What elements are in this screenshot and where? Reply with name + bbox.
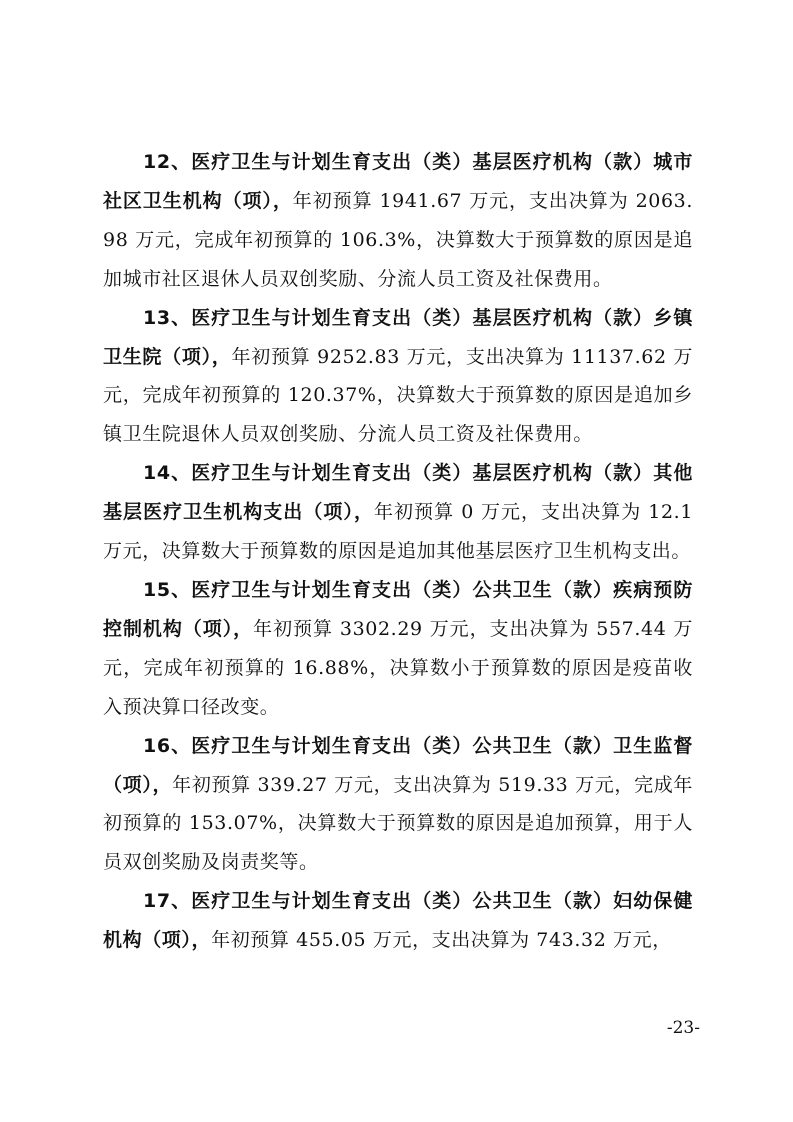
paragraph-item-15 bbox=[103, 571, 693, 727]
document-body bbox=[103, 143, 693, 960]
paragraph-heading: 15、医疗卫生与计划生育支出（类）公共卫生（款）疾病预防控制机构（项）， bbox=[103, 578, 693, 640]
paragraph-text: 年初预算 9252.83 万元，支出决算为 11137.62 万元，完成年初预算的 120.37%，决算数大于预算数的原因是追加乡镇卫生院退休人员双创奖励、分流人员工资及社保费用。 bbox=[103, 345, 693, 446]
paragraph-text: 年初预算 455.05 万元，支出决算为 743.32 万元， bbox=[211, 929, 672, 952]
paragraph-item-16 bbox=[103, 727, 693, 883]
paragraph-heading: 13、医疗卫生与计划生育支出（类）基层医疗机构（款）乡镇卫生院（项）， bbox=[103, 306, 693, 368]
paragraph-heading: 12、医疗卫生与计划生育支出（类）基层医疗机构（款）城市社区卫生机构（项）， bbox=[103, 151, 693, 212]
paragraph-heading: 17、医疗卫生与计划生育支出（类）公共卫生（款）妇幼保健机构（项）， bbox=[103, 890, 693, 952]
paragraph-item-14 bbox=[103, 454, 693, 571]
page-number: -23- bbox=[666, 1018, 700, 1038]
paragraph-item-12 bbox=[103, 143, 693, 299]
paragraph-text: 年初预算 1941.67 万元，支出决算为 2063.98 万元，完成年初预算的 106.3%，决算数大于预算数的原因是追加城市社区退休人员双创奖励、分流人员工资及社保费用。 bbox=[103, 189, 693, 290]
paragraph-text: 年初预算 0 万元，支出决算为 12.1 万元，决算数大于预算数的原因是追加其他基层医疗卫生机构支出。 bbox=[103, 501, 694, 563]
paragraph-heading: 14、医疗卫生与计划生育支出（类）基层医疗机构（款）其他基层医疗卫生机构支出（项）， bbox=[103, 462, 693, 524]
paragraph-item-17 bbox=[103, 882, 693, 960]
paragraph-text: 年初预算 339.27 万元，支出决算为 519.33 万元，完成年初预算的 153.07%，决算数大于预算数的原因是追加预算，用于人员双创奖励及岗责奖等。 bbox=[103, 773, 693, 874]
paragraph-item-13 bbox=[103, 299, 693, 455]
paragraph-text: 年初预算 3302.29 万元，支出决算为 557.44 万元，完成年初预算的 16.88%，决算数小于预算数的原因是疫苗收入预决算口径改变。 bbox=[103, 617, 693, 718]
paragraph-heading: 16、医疗卫生与计划生育支出（类）公共卫生（款）卫生监督（项）， bbox=[103, 734, 693, 796]
